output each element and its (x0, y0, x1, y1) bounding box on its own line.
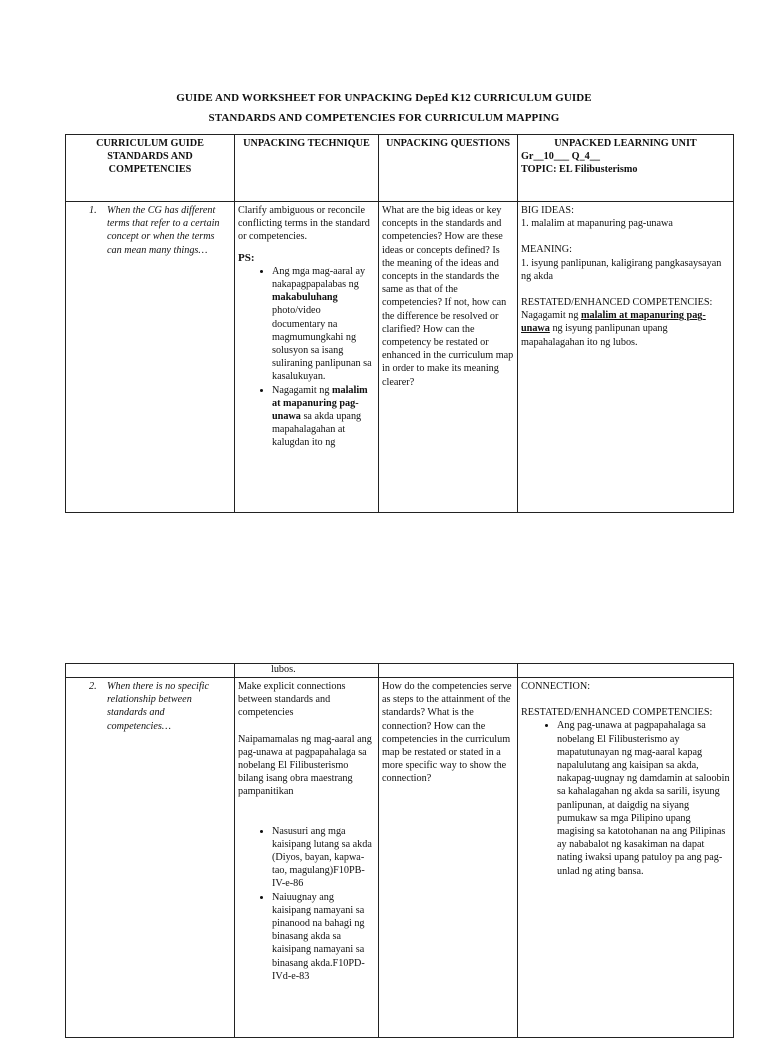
row2-questions-cell: How do the competencies serve as steps to the attainment of the standards? What is the connection? How can the competencies in the curriculum map be restated or stated in a more specific way to show the connection? (379, 678, 518, 1038)
header-unpacked-title: UNPACKED LEARNING UNIT (554, 138, 697, 149)
row2-technique-para: Naipamamalas ng mag-aaral ang pag-unawa at pagpapahalaga sa nobelang El Filibusterismo bilang isang obra maestrang pampanitikan (238, 733, 372, 798)
row2-number: 2. (89, 681, 97, 692)
list-item: • Ang mga mag-aaral ay nakapagpapalabas ng makabuluhang photo/video documentary na magmumungkahi ng solusyon sa isang suliraning panlipunan sa kasalukuyan. (272, 265, 375, 384)
row1-technique-list (238, 265, 375, 450)
document-subtitle: STANDARDS AND COMPETENCIES FOR CURRICULUM MAPPING (208, 112, 560, 124)
continuation-cg-cell (66, 664, 235, 678)
meaning-label: MEANING: (521, 244, 572, 256)
header-unpacked-learning-unit (518, 135, 734, 202)
row1-cg-cell (66, 202, 235, 513)
row2-cg-cell (66, 678, 235, 1038)
continuation-questions-cell (379, 664, 518, 678)
header-grade-quarter: Gr__10___ Q_4__ (521, 151, 600, 163)
row1-learning-unit-cell (518, 202, 734, 513)
header-unpacking-technique: UNPACKING TECHNIQUE (235, 135, 379, 202)
connection-label: CONNECTION: (521, 681, 591, 692)
table-row (66, 664, 734, 678)
meaning-item: 1. isyung panlipunan, kaligirang pangkasaysayan ng akda (521, 257, 722, 282)
row2-technique-intro: Make explicit connections between standards and competencies (238, 681, 346, 719)
ps-label: PS: (238, 251, 255, 264)
big-ideas-label: BIG IDEAS: (521, 205, 574, 216)
list-item: • Nagagamit ng malalim at mapanuring pag-unawa sa akda upang mapahalagahan at kalugdan ito ng (272, 384, 375, 450)
row2-cg-text: When there is no specific relationship between standards and competencies… (107, 681, 210, 732)
row2-technique-cell (235, 678, 379, 1038)
header-unpacking-questions: UNPACKING QUESTIONS (379, 135, 518, 202)
row1-cg-text: When the CG has different terms that refer to a certain concept or when the terms can mean many things… (107, 205, 220, 256)
row2-learning-unit-cell (518, 678, 734, 1038)
row2-technique-list (238, 825, 375, 983)
document-title: GUIDE AND WORKSHEET FOR UNPACKING DepEd K12 CURRICULUM GUIDE (176, 92, 592, 104)
table-row (66, 202, 734, 513)
list-item: • Naiuugnay ang kaisipang namayani sa pinanood na bahagi ng binasang akda sa kaisipang namayani sa binasang akda.F10PD-IVd-e-83 (272, 891, 375, 983)
restated-text: Nagagamit ng malalim at mapanuring pag-unawa ng isyung panlipunan upang mapahalagahan ito ng lubos. (521, 310, 706, 348)
row1-technique-intro: Clarify ambiguous or reconcile conflicting terms in the standard or competencies. (238, 205, 370, 243)
row1-questions-cell: What are the big ideas or key concepts in the standards and competencies? How are these ideas or concepts defined? Is the meaning of the ideas and concepts in the standards the same as that of the competencies? If not, how can the difference be resolved or clarified? How can the competency be restated or enhanced in the curriculum map in order to make its meaning clearer? (379, 202, 518, 513)
unpacking-table-bottom (65, 663, 734, 1038)
header-cg-standards: CURRICULUM GUIDE STANDARDS AND COMPETENCIES (66, 135, 235, 202)
row2-learning-unit-list (521, 719, 730, 877)
list-item: • Nasusuri ang mga kaisipang lutang sa akda (Diyos, bayan, kapwa-tao, magulang)F10PB-IV-e-86 (272, 825, 375, 891)
header-row (66, 135, 734, 202)
header-topic: TOPIC: EL Filibusterismo (521, 164, 638, 176)
unpacking-table-top (65, 134, 734, 513)
restated-label-2: RESTATED/ENHANCED COMPETENCIES: (521, 707, 713, 719)
table-row (66, 678, 734, 1038)
row1-technique-cell (235, 202, 379, 513)
row1-number: 1. (89, 205, 97, 216)
continuation-technique-cell: lubos. (235, 664, 379, 678)
big-ideas-item: 1. malalim at mapanuring pag-unawa (521, 218, 673, 230)
continuation-learning-unit-cell (518, 664, 734, 678)
list-item: • Ang pag-unawa at pagpapahalaga sa nobelang El Filibusterismo ay mapatutunayan ng mag-aaral kapag napalulutang ang kaisipan sa akda, nakapag-uugnay ng damdamin at saloobin sa kahalagahan ng akda sa sarili, isyung panlipunan, at daigdig na siyang pumukaw sa mga Pilipino upang magising sa katotohanan na ang Pilipinas ay nababalot ng kasakiman na dapat nating iwaksi upang patuloy pa ang pag-unlad ng ating bansa. (557, 719, 730, 877)
restated-label: RESTATED/ENHANCED COMPETENCIES: (521, 297, 713, 309)
